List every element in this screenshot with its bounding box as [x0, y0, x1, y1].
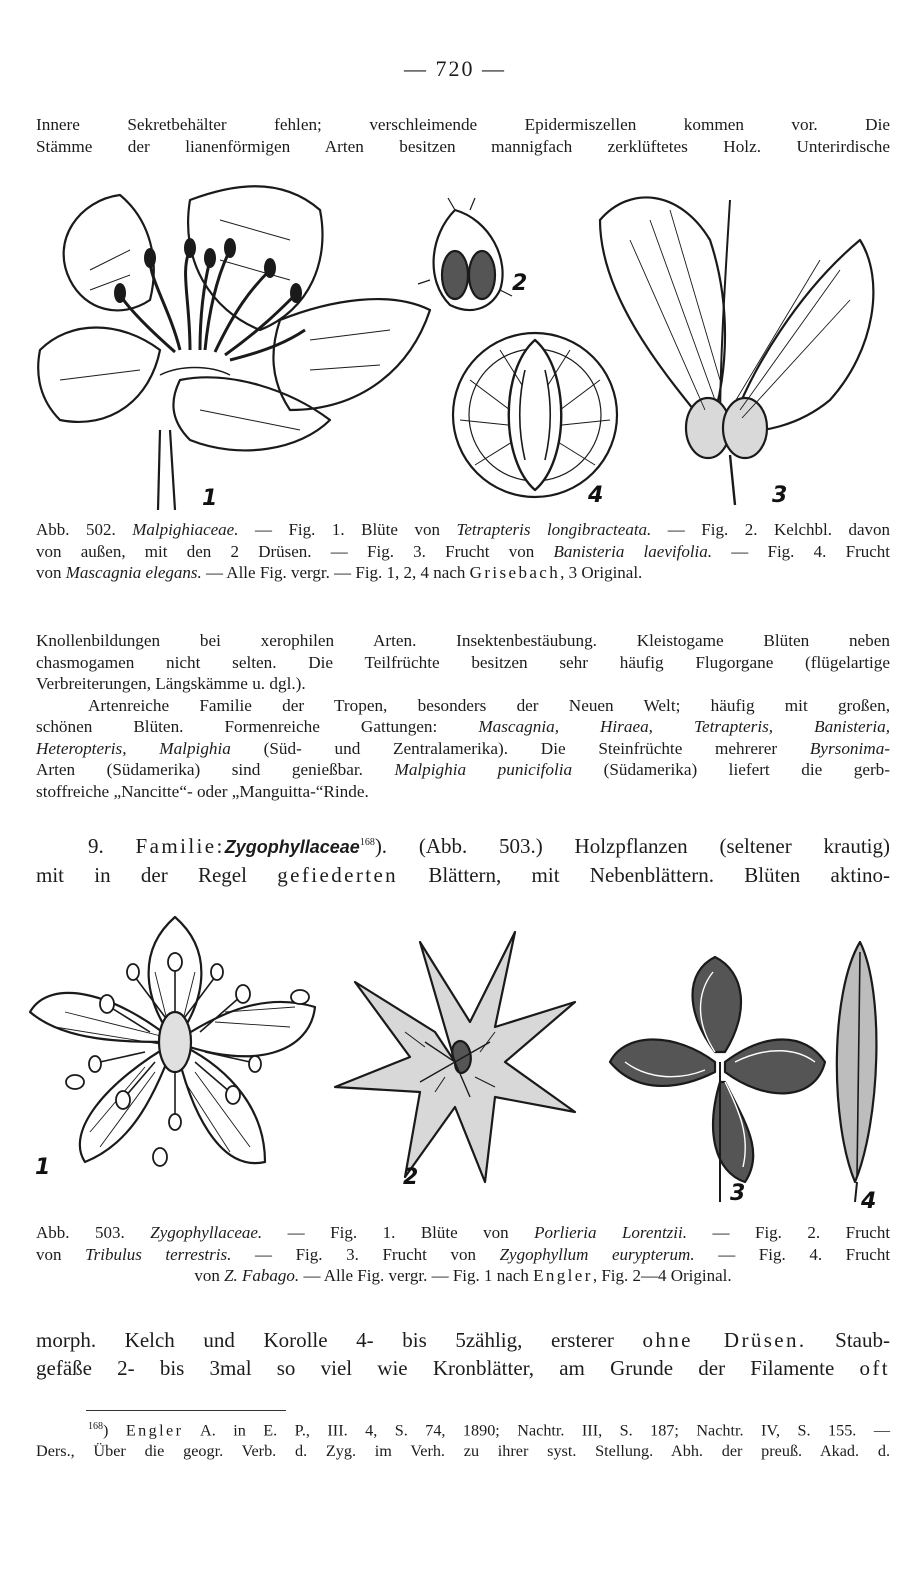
family-9-heading [36, 829, 890, 889]
footnote-line-2: Ders., Über die geogr. Verb. d. Zyg. im Verh. zu ihrer syst. Stellung. Abh. der preuß. Akad. d. [36, 1442, 890, 1461]
fig503-caption-line-2: von Tribulus terrestris. — Fig. 3. Frucht von Zygophyllum eurypterum. — Fig. 4. Frucht [36, 1244, 891, 1264]
fig502-caption-line-3: von Mascagnia elegans. — Alle Fig. vergr. — Fig. 1, 2, 4 nach Grisebach, 3 Original. [36, 563, 643, 582]
figure-503 [25, 912, 890, 1217]
body-paragraph-2 [36, 1326, 890, 1382]
fig503-spiny-fruit [335, 932, 575, 1182]
footnote-rule [86, 1410, 286, 1411]
family9-line-1: 9. Familie:Zygophyllaceae$^{168}$). (Abb. 503.) Holzpflanzen (seltener krautig) [88, 834, 891, 858]
intro-line-1: Innere Sekretbehälter fehlen; verschleimende Epidermiszellen kommen vor. Die [36, 115, 890, 134]
body1-line-5: schönen Blüten. Formenreiche Gattungen: Mascagnia, Hiraea, Tetrapteris, Banisteria, [36, 717, 891, 736]
fig502-flower [38, 186, 430, 510]
figure-502 [30, 180, 880, 510]
fig502-label-4: 4 [588, 483, 604, 508]
fig502-label-2: 2 [512, 271, 528, 296]
fig503-label-1: 1 [35, 1155, 51, 1180]
page-number: — 720 — [404, 56, 506, 81]
body2-line-2: gefäße 2- bis 3mal so viel wie Kronblätter, am Grunde der Filamente oft [36, 1356, 891, 1380]
figure-503-caption [36, 1222, 890, 1287]
body1-line-2: chasmogamen nicht selten. Die Teilfrüchte besitzen sehr häufig Flugorgane (flügelartige [36, 652, 890, 672]
footnote-line-1: $^{168}$) Engler A. in E. P., III. 4, S. 74, 1890; Nachtr. III, S. 187; Nachtr. IV, S. 155. — [88, 1421, 891, 1440]
figure-503-drawing [25, 912, 890, 1217]
body-paragraph-1 [36, 630, 890, 802]
body1-line-1: Knollenbildungen bei xerophilen Arten. Insektenbestäubung. Kleistogame Blüten neben [36, 631, 890, 650]
footnote [36, 1416, 890, 1462]
fig503-winged-fruit [610, 957, 825, 1202]
body1-line-3: Verbreiterungen, Längskämme u. dgl.). [36, 674, 306, 693]
fig502-samara [600, 197, 873, 505]
fig503-flower [30, 917, 315, 1166]
body1-line-4: Artenreiche Familie der Tropen, besonders der Neuen Welt; häufig mit großen, [88, 695, 890, 715]
fig502-label-1: 1 [202, 486, 218, 510]
fig502-round-fruit [453, 333, 617, 497]
fig503-caption-line-3: von Z. Fabago. — Alle Fig. vergr. — Fig. 1 nach Engler, Fig. 2—4 Original. [194, 1266, 732, 1285]
figure-502-drawing [30, 180, 880, 510]
fig503-caption-line-1: Abb. 503. Zygophyllaceae. — Fig. 1. Blüte von Porlieria Lorentzii. — Fig. 2. Frucht [36, 1223, 891, 1242]
fig502-caption-line-2: von außen, mit den 2 Drüsen. — Fig. 3. Frucht von Banisteria laevifolia. — Fig. 4. Frucht [36, 541, 891, 561]
fig503-long-fruit [837, 942, 877, 1202]
family9-line-2: mit in der Regel gefiederten Blättern, mit Nebenblättern. Blüten aktino- [36, 863, 891, 887]
intro-line-2: Stämme der lianenförmigen Arten besitzen mannigfach zerklüftetes Holz. Unterirdische [36, 136, 890, 156]
fig502-caption-line-1: Abb. 502. Malpighiaceae. — Fig. 1. Blüte von Tetrapteris longibracteata. — Fig. 2. Kelchbl. davon [36, 520, 891, 539]
fig502-sepal [418, 198, 512, 310]
figure-502-caption [36, 519, 890, 584]
body1-line-6: Heteropteris, Malpighia (Süd- und Zentralamerika). Die Steinfrüchte mehrerer Byrsonima- [36, 738, 891, 758]
intro-paragraph [36, 114, 890, 157]
fig502-label-3: 3 [772, 483, 788, 508]
body1-line-8: stoffreiche „Nancitte“- oder „Manguitta-“Rinde. [36, 781, 369, 801]
fig503-label-2: 2 [403, 1165, 419, 1190]
fig503-label-4: 4 [861, 1189, 877, 1214]
body1-line-7: Arten (Südamerika) sind genießbar. Malpighia punicifolia (Südamerika) liefert die gerb- [36, 760, 890, 779]
body2-line-1: morph. Kelch und Korolle 4- bis 5zählig, ersterer ohne Drüsen. Staub- [36, 1328, 890, 1352]
fig503-label-3: 3 [730, 1181, 746, 1206]
